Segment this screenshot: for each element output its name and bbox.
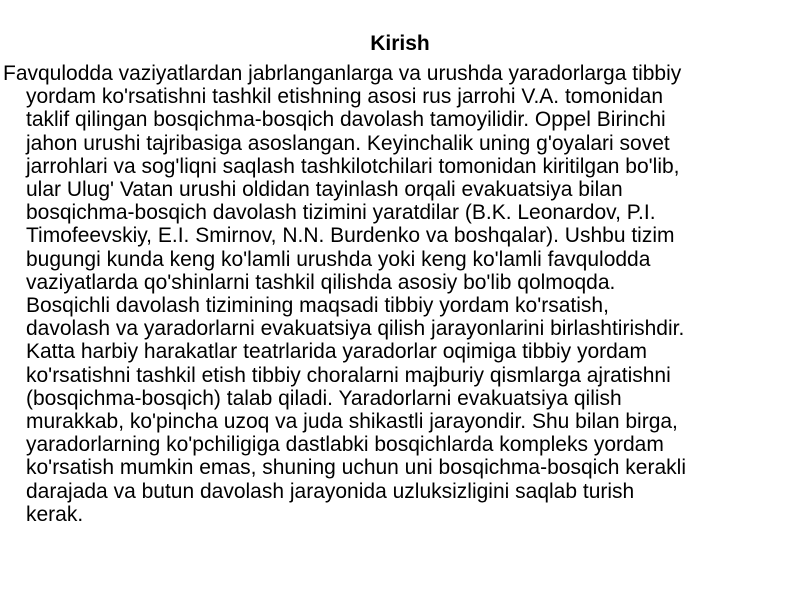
document-title: Kirish [370,32,430,55]
text-line: Timofeevskiy, E.I. Smirnov, N.N. Burdenko va boshqalar). Ushbu tizim [26,224,675,248]
text-line: Katta harbiy harakatlar teatrlarida yaradorlar oqimiga tibbiy yordam [26,340,647,364]
text-line: yaradorlarning ko'pchiligiga dastlabki bosqichlarda kompleks yordam [26,433,664,457]
text-line: davolash va yaradorlarni evakuatsiya qilish jarayonlarini birlashtirishdir. [26,317,685,341]
text-line: Bosqichli davolash tizimining maqsadi tibbiy yordam ko'rsatish, [26,294,609,318]
text-line: bugungi kunda keng ko'lamli urushda yoki keng ko'lamli favqulodda [26,247,651,271]
text-line: ko'rsatish mumkin emas, shuning uchun uni bosqichma-bosqich kerakli [26,456,686,480]
text-line: Favqulodda vaziyatlardan jabrlanganlarga va urushda yaradorlarga tibbiy [3,62,682,85]
text-line: murakkab, ko'pincha uzoq va juda shikastli jarayondir. Shu bilan birga, [26,410,678,434]
text-line: ko'rsatishni tashkil etish tibbiy choralarni majburiy qismlarga ajratishni [26,363,671,387]
text-line: vaziyatlarda qo'shinlarni tashkil qilishda asosiy bo'lib qolmoqda. [26,270,616,294]
text-line: taklif qilingan bosqichma-bosqich davolash tamoyilidir. Oppel Birinchi [26,108,666,132]
text-line: ular Ulug' Vatan urushi oldidan tayinlash orqali evakuatsiya bilan [26,178,623,202]
document-body [0,62,800,526]
text-line: jarrohlari va sog'liqni saqlash tashkilotchilari tomonidan kiritilgan bo'lib, [26,154,680,178]
text-line: yordam ko'rsatishni tashkil etishning asosi rus jarrohi V.A. tomonidan [26,85,664,109]
text-line: darajada va butun davolash jarayonida uzluksizligini saqlab turish [26,479,635,503]
text-line: bosqichma-bosqich davolash tizimini yaratdilar (B.K. Leonardov, P.I. [26,201,656,225]
text-line: (bosqichma-bosqich) talab qiladi. Yaradorlarni evakuatsiya qilish [26,386,622,410]
text-line: kerak. [26,502,84,526]
text-line: jahon urushi tajribasiga asoslangan. Keyinchalik uning g'oyalari sovet [26,131,670,155]
